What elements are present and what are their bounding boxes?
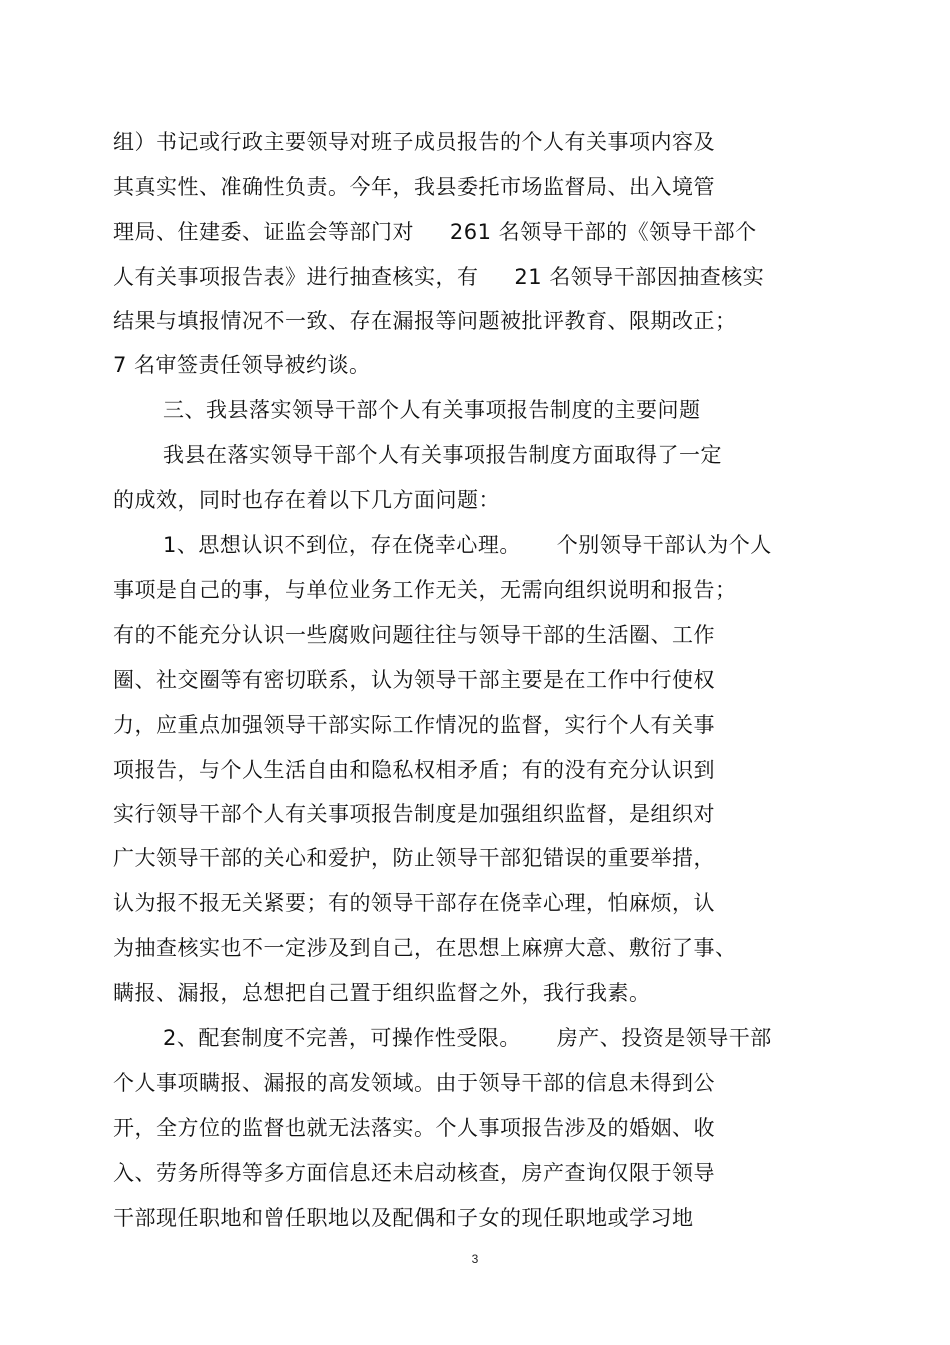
text-line-5: 结果与填报情况不一致、存在漏报等问题被批评教育、限期改正； (113, 309, 737, 333)
text-line-15: 项报告，与个人生活自由和隐私权相矛盾；有的没有充分认识到 (113, 758, 715, 782)
text-line-9: 的成效，同时也存在着以下几方面问题： (113, 488, 500, 512)
text-line-12: 有的不能充分认识一些腐败问题往往与领导干部的生活圈、工作 (113, 623, 715, 647)
page-number: 3 (471, 1252, 479, 1266)
text-line-19: 为抽查核实也不一定涉及到自己，在思想上麻痹大意、敷衍了事、 (113, 936, 737, 960)
text-line-20: 瞒报、漏报，总想把自己置于组织监督之外，我行我素。 (113, 981, 651, 1005)
text-line-10: 1、思想认识不到位，存在侥幸心理。 个别领导干部认为个人 (163, 533, 772, 557)
text-line-6: 7 名审签责任领导被约谈。 (113, 353, 371, 377)
text-line-14: 力，应重点加强领导干部实际工作情况的监督，实行个人有关事 (113, 713, 715, 737)
text-line-17: 广大领导干部的关心和爱护，防止领导干部犯错误的重要举措， (113, 846, 715, 870)
text-line-11: 事项是自己的事，与单位业务工作无关，无需向组织说明和报告； (113, 578, 737, 602)
text-line-2: 其真实性、准确性负责。今年，我县委托市场监督局、出入境管 (113, 175, 715, 199)
text-line-3: 理局、住建委、证监会等部门对 261 名领导干部的《领导干部个 (113, 220, 757, 244)
text-line-8: 我县在落实领导干部个人有关事项报告制度方面取得了一定 (163, 443, 722, 467)
section-heading: 三、我县落实领导干部个人有关事项报告制度的主要问题 (163, 398, 701, 422)
text-line-23: 开，全方位的监督也就无法落实。个人事项报告涉及的婚姻、收 (113, 1116, 715, 1140)
text-line-22: 个人事项瞒报、漏报的高发领域。由于领导干部的信息未得到公 (113, 1071, 715, 1095)
text-line-4: 人有关事项报告表》进行抽查核实，有 21 名领导干部因抽查核实 (113, 265, 765, 289)
text-line-1: 组）书记或行政主要领导对班子成员报告的个人有关事项内容及 (113, 130, 715, 154)
text-line-16: 实行领导干部个人有关事项报告制度是加强组织监督，是组织对 (113, 802, 715, 826)
text-line-18: 认为报不报无关紧要；有的领导干部存在侥幸心理，怕麻烦，认 (113, 891, 715, 915)
text-line-13: 圈、社交圈等有密切联系，认为领导干部主要是在工作中行使权 (113, 668, 715, 692)
text-line-24: 入、劳务所得等多方面信息还未启动核查，房产查询仅限于领导 (113, 1161, 715, 1185)
text-line-25: 干部现任职地和曾任职地以及配偶和子女的现任职地或学习地 (113, 1206, 694, 1230)
text-line-21: 2、配套制度不完善，可操作性受限。 房产、投资是领导干部 (163, 1026, 772, 1050)
